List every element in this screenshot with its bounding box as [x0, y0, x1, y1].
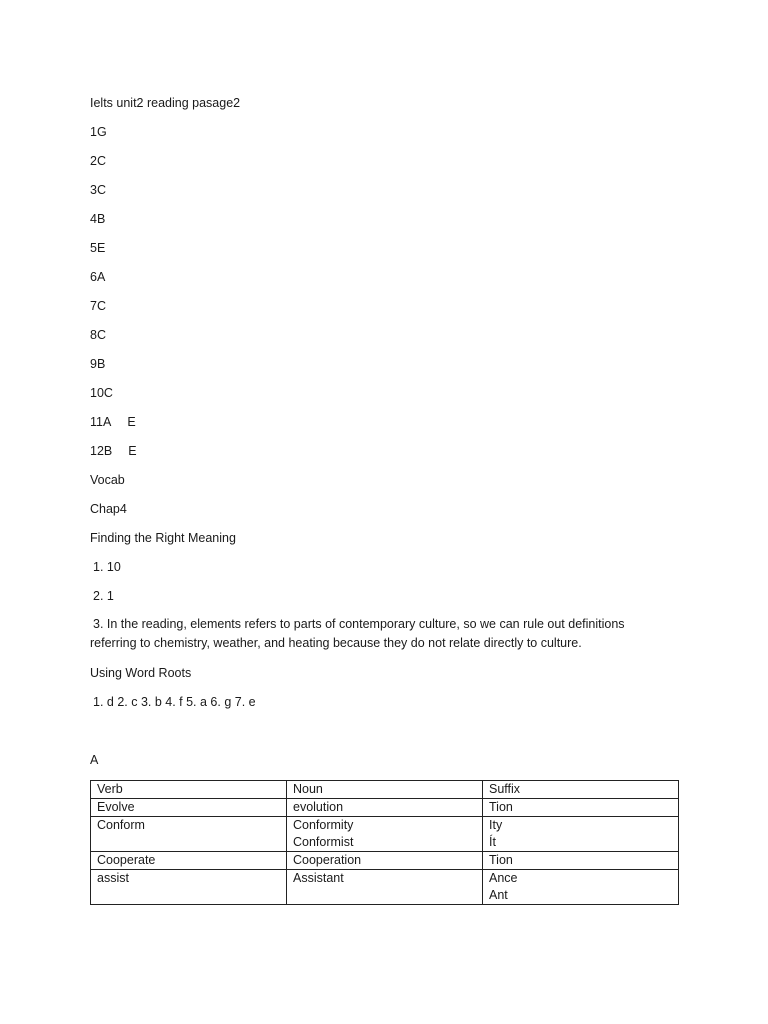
- chapter-heading: Chap4: [90, 502, 127, 516]
- section-title: Finding the Right Meaning: [90, 531, 236, 545]
- table-cell: [483, 817, 679, 852]
- answer-label: 12B: [90, 444, 113, 458]
- list-item: 2. 1: [93, 589, 114, 603]
- table-row: [91, 799, 679, 817]
- document-title: Ielts unit2 reading pasage2: [90, 96, 241, 110]
- cell-text: Evolve: [97, 800, 135, 814]
- column-header: Verb: [91, 781, 287, 799]
- answer-item: 7C: [90, 299, 106, 313]
- table-cell: [483, 870, 679, 905]
- table-row: [91, 852, 679, 870]
- cell-text: Ity: [489, 818, 503, 832]
- cell-text: Ít: [489, 835, 496, 849]
- table-row: [91, 817, 679, 852]
- table-label: A: [90, 753, 99, 767]
- answer-item: [90, 414, 136, 430]
- cell-text: evolution: [293, 800, 344, 814]
- table-cell: [287, 870, 483, 905]
- cell-text: Cooperate: [97, 853, 156, 867]
- table-cell: [287, 817, 483, 852]
- column-header: Noun: [287, 781, 483, 799]
- paragraph-text: 3. In the reading, elements refers to parts of contemporary culture, so we can rule out definitions referring to chemistry, weather, and heating because they do not relate directly to culture.: [90, 617, 625, 650]
- list-item: 1. 10: [93, 560, 121, 574]
- cell-text: Ance: [489, 871, 518, 885]
- answer-item: [90, 443, 137, 459]
- table-cell: [91, 870, 287, 905]
- answer-item: 6A: [90, 270, 106, 284]
- answer-item: 9B: [90, 357, 106, 371]
- table-cell: [483, 799, 679, 817]
- table-cell: [91, 817, 287, 852]
- answer-item: 10C: [90, 386, 113, 400]
- table-header-row: [91, 781, 679, 799]
- cell-text: Conformity: [293, 818, 354, 832]
- cell-text: Tion: [489, 853, 513, 867]
- cell-text: Tion: [489, 800, 513, 814]
- answer-item: 5E: [90, 241, 106, 255]
- cell-text: Conform: [97, 818, 145, 832]
- table-cell: [91, 852, 287, 870]
- cell-text: Assistant: [293, 871, 344, 885]
- answer-label: 11A: [90, 415, 112, 429]
- answer-item: 3C: [90, 183, 106, 197]
- list-item-paragraph: [90, 615, 665, 653]
- cell-text: Ant: [489, 888, 508, 902]
- table-cell: [287, 852, 483, 870]
- vocab-heading: Vocab: [90, 473, 125, 487]
- cell-text: assist: [97, 871, 129, 885]
- cell-text: Cooperation: [293, 853, 362, 867]
- cell-text: Conformist: [293, 835, 354, 849]
- word-forms-table: [90, 780, 679, 905]
- table-row: [91, 870, 679, 905]
- answer-item: 2C: [90, 154, 106, 168]
- answer-extra: E: [128, 444, 137, 458]
- answer-item: 1G: [90, 125, 107, 139]
- answer-extra: E: [127, 415, 136, 429]
- table-cell: [91, 799, 287, 817]
- column-header: Suffix: [483, 781, 679, 799]
- table-cell: [483, 852, 679, 870]
- word-roots-answer: 1. d 2. c 3. b 4. f 5. a 6. g 7. e: [93, 695, 256, 709]
- answer-item: 4B: [90, 212, 106, 226]
- answer-item: 8C: [90, 328, 106, 342]
- table-cell: [287, 799, 483, 817]
- section-title: Using Word Roots: [90, 666, 192, 680]
